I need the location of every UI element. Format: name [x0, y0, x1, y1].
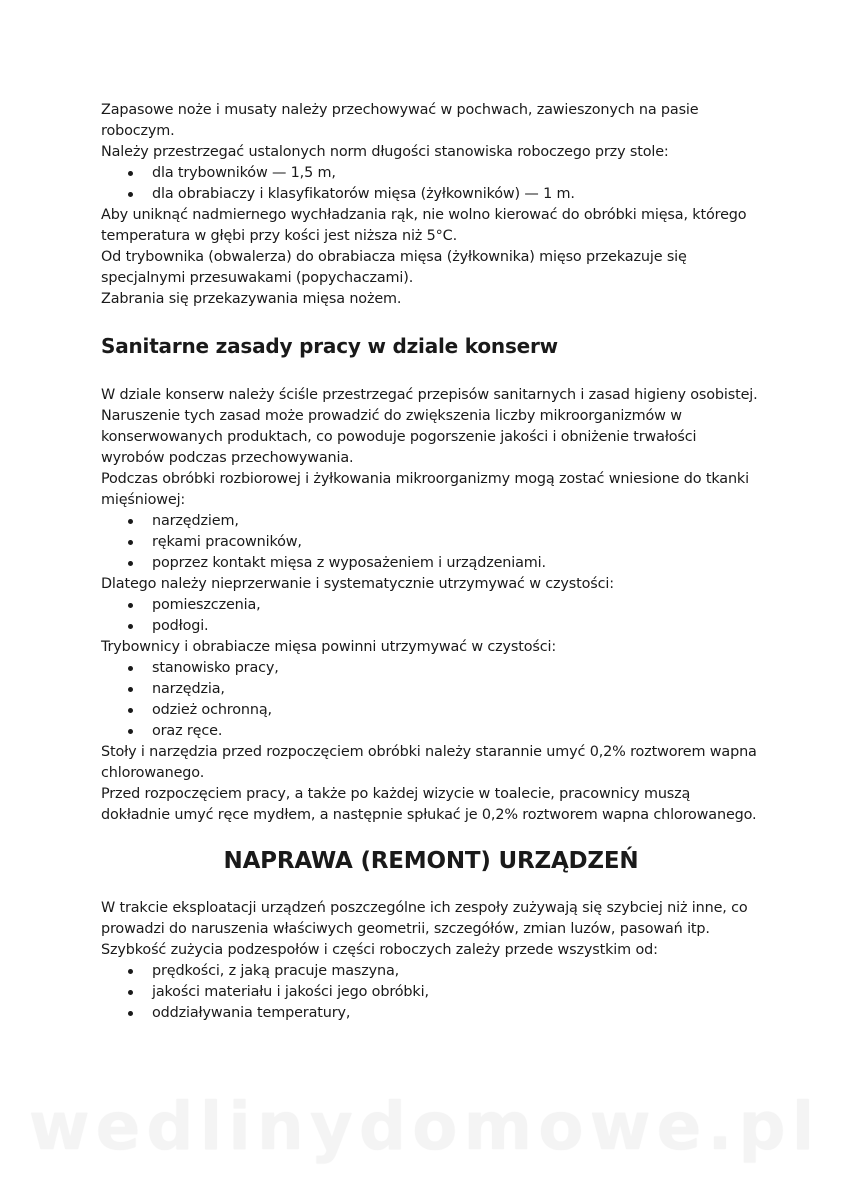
- paragraph-spare-knives: Zapasowe noże i musaty należy przechowywać w pochwach, zawieszonych na pasie roboczym.: [101, 102, 699, 139]
- paragraph-sanitary-rules: W dziale konserw należy ściśle przestrzegać przepisów sanitarnych i zasad higieny osobistej.: [101, 387, 758, 403]
- paragraph-microorganisms: Naruszenie tych zasad może prowadzić do zwiększenia liczby mikroorganizmów w konserwowanych produktach, co powoduje pogorszenie jakości i obniżenie trwałości wyrobów podczas przechowywania.: [101, 408, 697, 466]
- list-item: podłogi.: [152, 616, 761, 637]
- list-item: odzież ochronną,: [152, 700, 761, 721]
- list-item: narzędzia,: [152, 679, 761, 700]
- document-page: [101, 100, 761, 1024]
- workstation-norms-list: [101, 163, 761, 205]
- list-item: pomieszczenia,: [152, 595, 761, 616]
- list-item: poprzez kontakt mięsa z wyposażeniem i urządzeniami.: [152, 553, 761, 574]
- section-heading-repair: NAPRAWA (REMONT) URZĄDZEŃ: [223, 848, 639, 874]
- section-heading-sanitary: Sanitarne zasady pracy w dziale konserw: [101, 334, 558, 358]
- list-item: prędkości, z jaką pracuje maszyna,: [152, 961, 761, 982]
- list-item: rękami pracowników,: [152, 532, 761, 553]
- paragraph-hand-cooling: Aby uniknąć nadmiernego wychładzania rąk, nie wolno kierować do obróbki mięsa, którego temperatura w głębi przy kości jest niższa niż 5°C.: [101, 207, 747, 244]
- paragraph-knife-prohibition: Zabrania się przekazywania mięsa nożem.: [101, 291, 402, 307]
- paragraph-wear: W trakcie eksploatacji urządzeń poszczególne ich zespoły zużywają się szybciej niż inne, co prowadzi do naruszenia właściwych geometrii, szczegółów, zmian luzów, pasowań itp.: [101, 900, 748, 937]
- list-item: oddziaływania temperatury,: [152, 1003, 761, 1024]
- clean-rooms-list: [101, 595, 761, 637]
- paragraph-meat-transfer: Od trybownika (obwalerza) do obrabiacza mięsa (żyłkownika) mięso przekazuje się specjalnymi przesuwakami (popychaczami).: [101, 249, 687, 286]
- list-item: stanowisko pracy,: [152, 658, 761, 679]
- list-item: oraz ręce.: [152, 721, 761, 742]
- paragraph-tables-washing: Stoły i narzędzia przed rozpoczęciem obróbki należy starannie umyć 0,2% roztworem wapna chlorowanego.: [101, 744, 757, 781]
- workers-clean-list: [101, 658, 761, 742]
- list-item: narzędziem,: [152, 511, 761, 532]
- paragraph-wear-factors: Szybkość zużycia podzespołów i części roboczych zależy przede wszystkim od:: [101, 942, 658, 958]
- watermark: wedlinydomowe.pl: [28, 1088, 821, 1165]
- list-item: dla obrabiaczy i klasyfikatorów mięsa (żyłkowników) — 1 m.: [152, 184, 761, 205]
- wear-factors-list: [101, 961, 761, 1024]
- list-item: jakości materiału i jakości jego obróbki,: [152, 982, 761, 1003]
- contamination-list: [101, 511, 761, 574]
- paragraph-workstation-norms: Należy przestrzegać ustalonych norm długości stanowiska roboczego przy stole:: [101, 144, 669, 160]
- paragraph-contamination-sources: Podczas obróbki rozbiorowej i żyłkowania mikroorganizmy mogą zostać wniesione do tkanki mięśniowej:: [101, 471, 749, 508]
- paragraph-clean-rooms: Dlatego należy nieprzerwanie i systematycznie utrzymywać w czystości:: [101, 576, 614, 592]
- paragraph-workers-clean: Trybownicy i obrabiacze mięsa powinni utrzymywać w czystości:: [101, 639, 557, 655]
- paragraph-hand-washing: Przed rozpoczęciem pracy, a także po każdej wizycie w toalecie, pracownicy muszą dokładnie umyć ręce mydłem, a następnie spłukać je 0,2% roztworem wapna chlorowanego.: [101, 786, 757, 823]
- list-item: dla trybowników — 1,5 m,: [152, 163, 761, 184]
